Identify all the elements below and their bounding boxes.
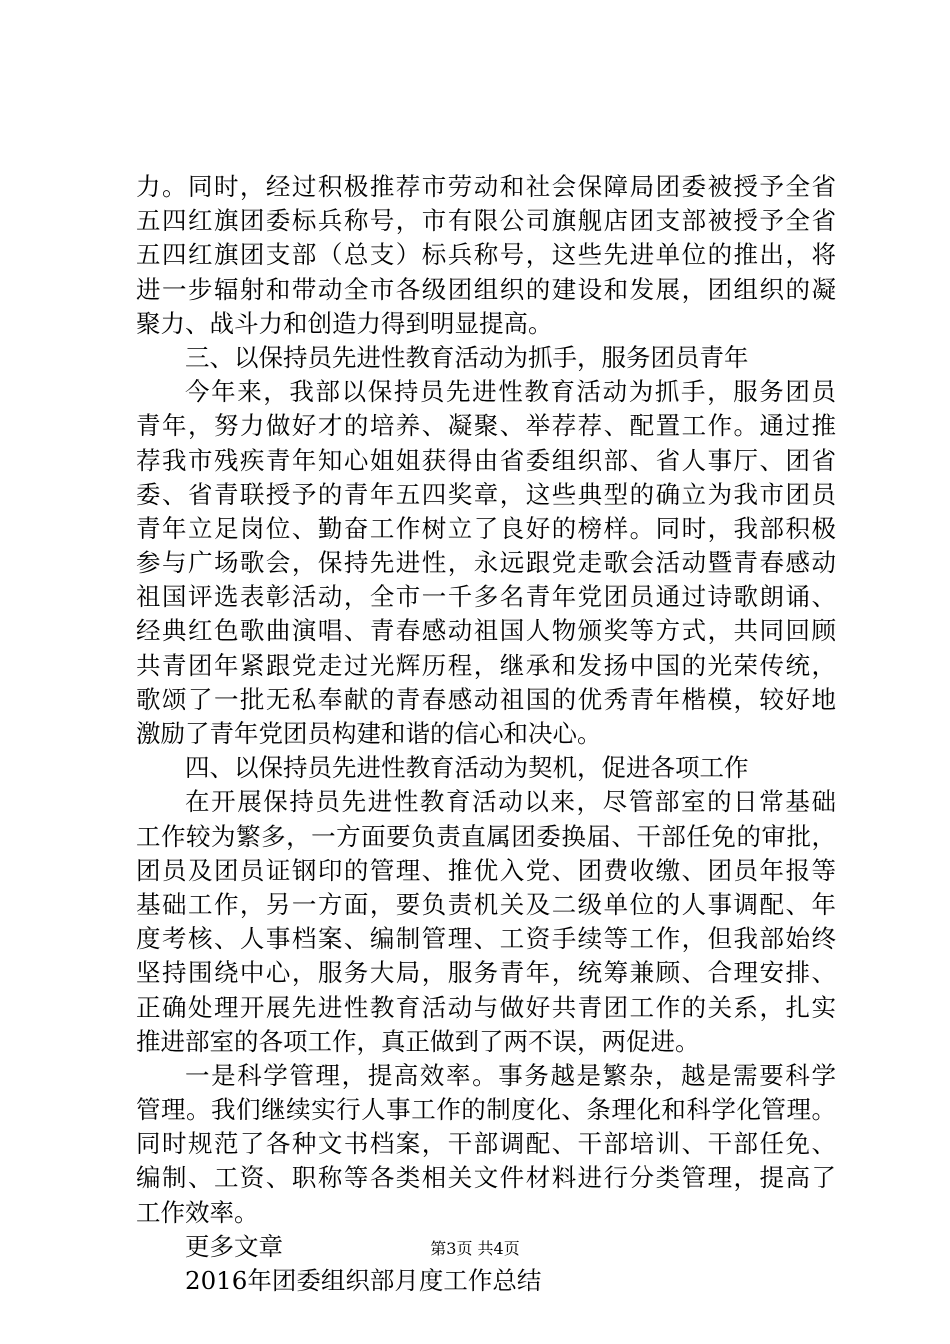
body-line: 力。同时，经过积极推荐市劳动和社会保障局团委被授予全省	[136, 172, 836, 201]
body-line: 委、省青联授予的青年五四奖章，这些典型的确立为我市团员	[136, 479, 836, 509]
page-number: 第3页 共4页	[430, 1239, 520, 1258]
body-line: 歌颂了一批无私奉献的青春感动祖国的优秀青年楷模，较好地	[136, 684, 836, 714]
body-line: 正确处理开展先进性教育活动与做好共青团工作的关系，扎实	[136, 992, 836, 1022]
body-line: 今年来，我部以保持员先进性教育活动为抓手，服务团员	[185, 377, 836, 407]
body-line: 五四红旗团支部（总支）标兵称号，这些先进单位的推出，将	[136, 240, 836, 270]
body-line: 推进部室的各项工作，真正做到了两不误，两促进。	[136, 1026, 700, 1056]
body-line: 一是科学管理，提高效率。事务越是繁杂，越是需要科学	[185, 1060, 836, 1090]
body-line: 工作效率。	[136, 1197, 259, 1227]
body-line: 荐我市残疾青年知心姐姐获得由省委组织部、省人事厅、团省	[136, 445, 836, 475]
body-line: 经典红色歌曲演唱、青春感动祖国人物颁奖等方式，共同回顾	[136, 616, 836, 646]
body-line: 同时规范了各种文书档案，干部调配、干部培训、干部任免、	[136, 1129, 836, 1159]
document-body	[136, 170, 836, 1298]
body-line: 基础工作，另一方面，要负责机关及二级单位的人事调配、年	[136, 889, 836, 919]
body-line: 进一步辐射和带动全市各级团组织的建设和发展，团组织的凝	[136, 274, 836, 304]
section-heading-3: 三、以保持员先进性教育活动为抓手，服务团员青年	[185, 342, 749, 372]
body-line: 共青团年紧跟党走过光辉历程，继承和发扬中国的光荣传统，	[136, 650, 836, 680]
section-heading-4: 四、以保持员先进性教育活动为契机，促进各项工作	[185, 753, 749, 783]
body-line: 管理。我们继续实行人事工作的制度化、条理化和科学化管理。	[136, 1095, 836, 1125]
more-articles-label: 更多文章	[185, 1231, 283, 1261]
body-line: 祖国评选表彰活动，全市一千多名青年党团员通过诗歌朗诵、	[136, 582, 836, 612]
body-line: 青年立足岗位、勤奋工作树立了良好的榜样。同时，我部积极	[136, 513, 836, 543]
body-line: 青年，努力做好才的培养、凝聚、举荐荐、配置工作。通过推	[136, 411, 836, 441]
body-line: 五四红旗团委标兵称号，市有限公司旗舰店团支部被授予全省	[136, 206, 836, 236]
body-line: 编制、工资、职称等各类相关文件材料进行分类管理，提高了	[136, 1163, 836, 1193]
body-line: 工作较为繁多，一方面要负责直属团委换届、干部任免的审批，	[136, 821, 836, 851]
body-line: 参与广场歌会，保持先进性，永远跟党走歌会活动暨青春感动	[136, 548, 836, 578]
body-line: 坚持围绕中心，服务大局，服务青年，统筹兼顾、合理安排、	[136, 958, 836, 988]
related-article-link[interactable]: 2016年团委组织部月度工作总结	[185, 1266, 542, 1295]
body-line: 聚力、战斗力和创造力得到明显提高。	[136, 308, 553, 338]
body-line: 在开展保持员先进性教育活动以来，尽管部室的日常基础	[185, 787, 836, 817]
body-line: 度考核、人事档案、编制管理、工资手续等工作，但我部始终	[136, 924, 836, 954]
body-line: 激励了青年党团员构建和谐的信心和决心。	[136, 719, 602, 748]
body-line: 团员及团员证钢印的管理、推优入党、团费收缴、团员年报等	[136, 855, 836, 885]
